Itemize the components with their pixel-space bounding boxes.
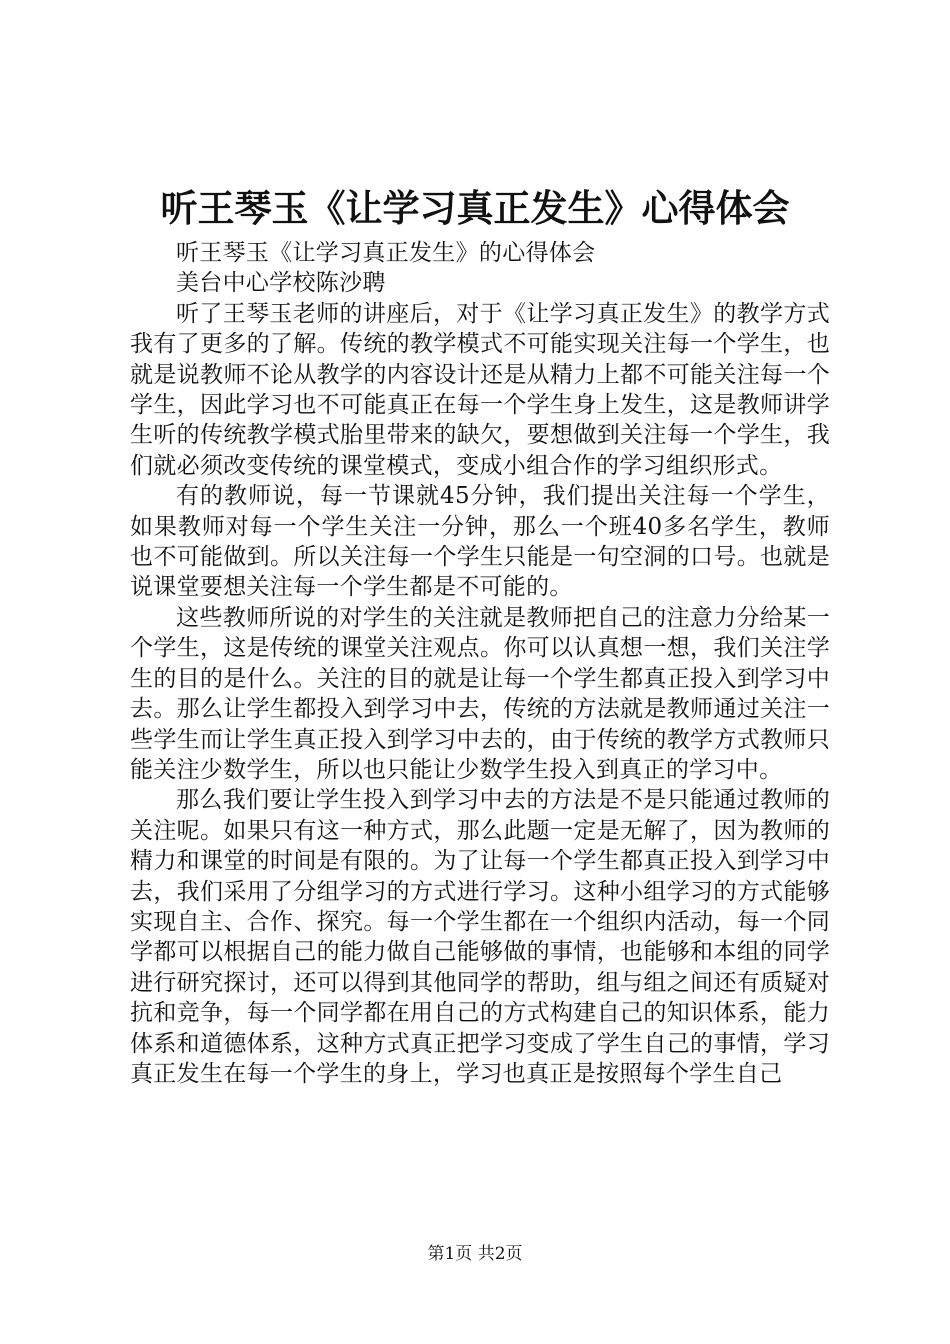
page-title: 听王琴玉《让学习真正发生》心得体会 [160,186,790,230]
paragraph-4: 那么我们要让学生投入到学习中去的方法是不是只能通过教师的关注呢。如果只有这一种方式，那么此题一定是无解了，因为教师的精力和课堂的时间是有限的。为了让每一个学生都真正投入到学习中去，我们采用了分组学习的方式进行学习。这种小组学习的方式能够实现自主、合作、探究。每一个学生都在一个组织内活动，每一个同学都可以根据自己的能力做自己能够做的事情，也能够和本组的同学进行研究探讨，还可以得到其他同学的帮助，组与组之间还有质疑对抗和竞争，每一个同学都在用自己的方式构建自己的知识体系，能力体系和道德体系，这种方式真正把学习变成了学生自己的事情，学习真正发生在每一个学生的身上，学习也真正是按照每个学生自己 [130,787,830,1087]
author-line: 美台中心学校陈沙聘 [176,270,386,297]
paragraph-1: 听了王琴玉老师的讲座后，对于《让学习真正发生》的教学方式我有了更多的了解。传统的教学模式不可能实现关注每一个学生，也就是说教师不论从教学的内容设计还是从精力上都不可能关注每一个学生，因此学习也不可能真正在每一个学生身上发生，这是教师讲学生听的传统教学模式胎里带来的缺欠，要想做到关注每一个学生，我们就必须改变传统的课堂模式，变成小组合作的学习组织形式。 [130,300,830,479]
paragraph-3: 这些教师所说的对学生的关注就是教师把自己的注意力分给某一个学生，这是传统的课堂关注观点。你可以认真想一想，我们关注学生的目的是什么。关注的目的就是让每一个学生都真正投入到学习中去。那么让学生都投入到学习中去，传统的方法就是教师通过关注一些学生而让学生真正投入到学习中去的，由于传统的教学方式教师只能关注少数学生，所以也只能让少数学生投入到真正的学习中。 [130,604,830,783]
document-body [130,238,830,1089]
paragraph-2: 有的教师说，每一节课就45分钟，我们提出关注每一个学生，如果教师对每一个学生关注一分钟，那么一个班40多名学生，教师也不可能做到。所以关注每一个学生只能是一句空洞的口号。也就是说课堂要想关注每一个学生都是不可能的。 [130,483,830,601]
subtitle-line: 听王琴玉《让学习真正发生》的心得体会 [176,240,596,266]
page-number-footer: 第1页 共2页 [427,1244,523,1264]
